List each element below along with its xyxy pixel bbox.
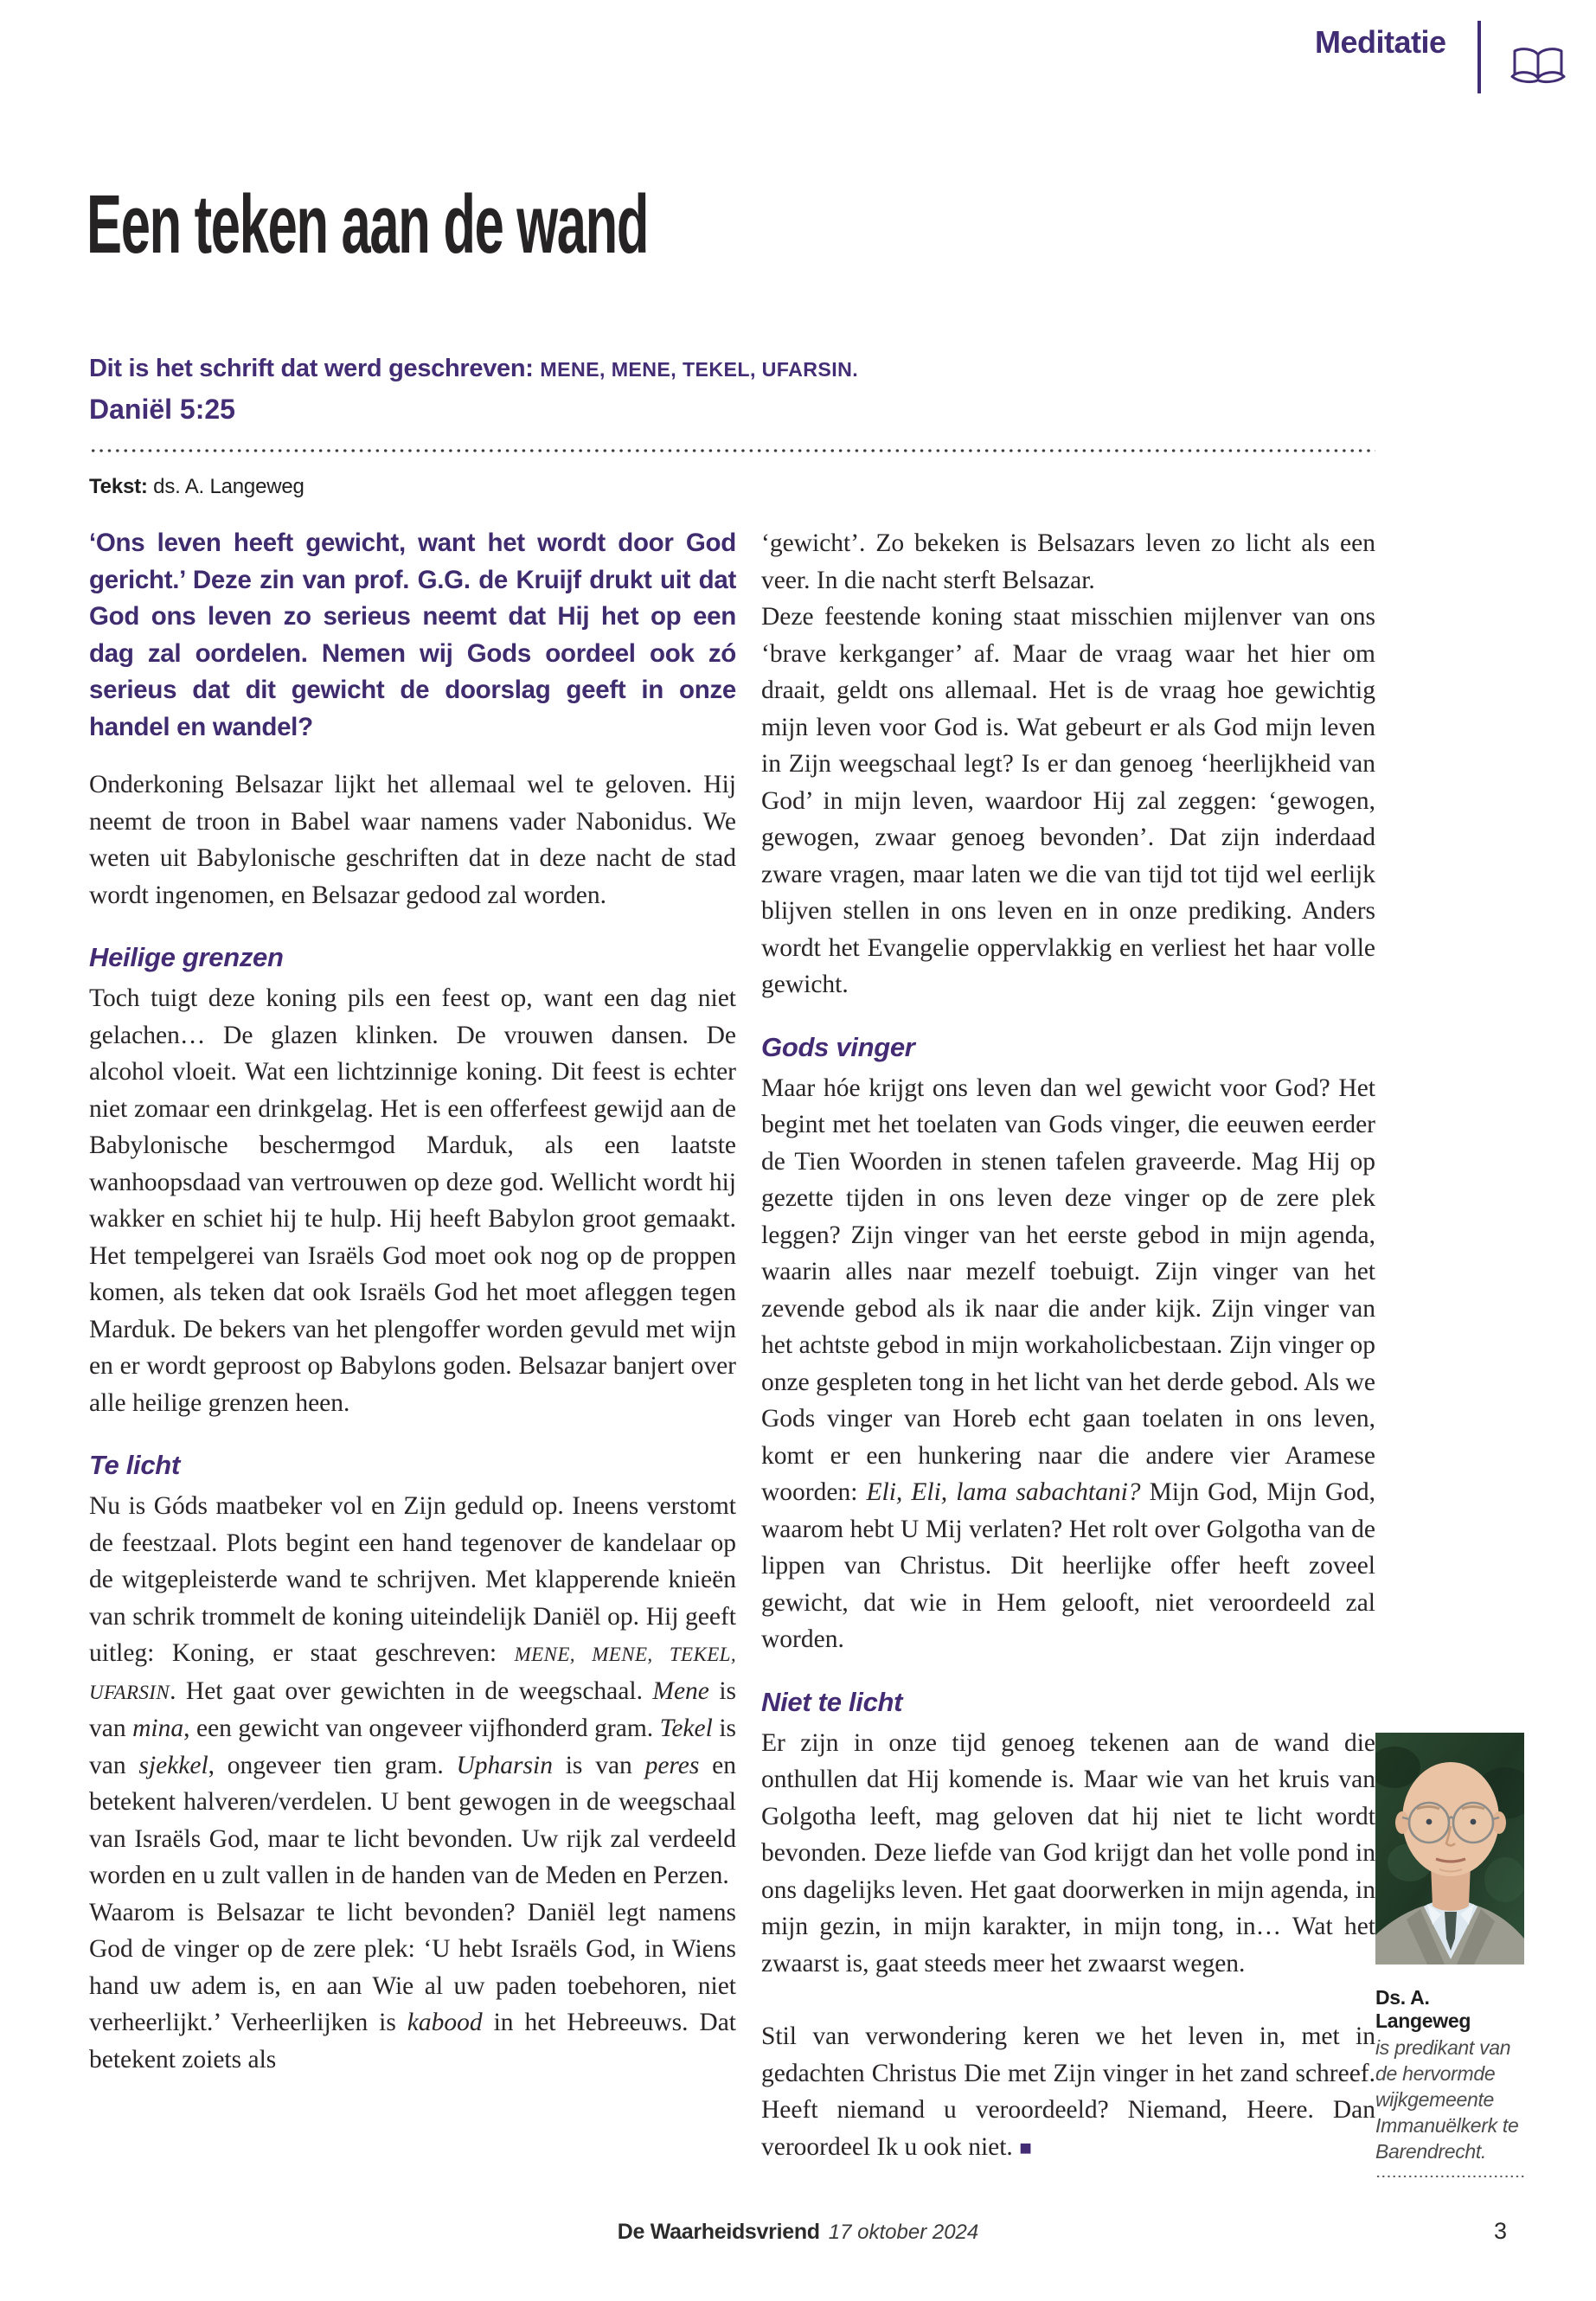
header-divider bbox=[1477, 21, 1481, 93]
body-paragraph: Nu is Góds maatbeker vol en Zijn geduld op. Ineens verstomt de feestzaal. Plots begint een hand tegenover de kandelaar op de witgepleisterde wand te schrijven. Met klapperende knieën van schrik trommelt de koning uiteindelijk Daniël op. Hij geeft uitleg: Koning, er staat geschreven: MENE, MENE, TEKEL, UFARSIN. Het gaat over gewichten in de weegschaal. Mene is van mina, een gewicht van ongeveer vijfhonderd gram. Tekel is van sjekkel, ongeveer tien gram. Upharsin is van peres en betekent halveren/verdelen. U bent gewogen in de weegschaal van Israëls God, maar te licht bevonden. Uw rijk zal verdeeld worden en u zult vallen in de handen van de Meden en Perzen. bbox=[89, 1492, 737, 1890]
verse-reference: Daniël 5:25 bbox=[89, 394, 235, 425]
author-box bbox=[1375, 1733, 1524, 2178]
footer-brand: De Waarheidsvriend bbox=[617, 2220, 820, 2244]
author-dotted-separator bbox=[1375, 2175, 1524, 2178]
section-heading: Niet te licht bbox=[761, 1686, 903, 1717]
author-description: is predikant van de hervormde wijkgemeente Immanuëlkerk te Barendrecht. bbox=[1375, 2036, 1519, 2163]
section-heading: Heilige grenzen bbox=[89, 942, 284, 972]
dotted-separator bbox=[89, 448, 1375, 453]
byline-label: Tekst: bbox=[89, 475, 148, 498]
section-heading: Gods vinger bbox=[761, 1031, 915, 1062]
page-footer bbox=[89, 2220, 1507, 2245]
footer-date: 17 oktober 2024 bbox=[828, 2221, 979, 2244]
body-paragraph: ‘gewicht’. Zo bekeken is Belsazars leven zo licht als een veer. In die nacht sterft Belsazar. bbox=[761, 529, 1375, 594]
body-paragraph: Toch tuigt deze koning pils een feest op, want een dag niet gelachen… De glazen klinken. De vrouwen dansen. De alcohol vloeit. Wat een lichtzinnige koning. Dit feest is echter niet zomaar een drinkgelag. Het is een offerfeest gewijd aan de Babylonische beschermgod Marduk, als een laatste wanhoopsdaad van vertrouwen op deze god. Wellicht wordt hij wakker en schiet hij te hulp. Hij heeft Babylon groot gemaakt. Het tempelgerei van Israëls God moet ook nog op de proppen komen, als teken dat ook Israëls God het moet afleggen tegen Marduk. De bekers van het plengoffer worden gevuld met wijn en er wordt geproost op Babylons goden. Belsazar banjert over alle heilige grenzen heen. bbox=[89, 984, 736, 1417]
article-column-right bbox=[761, 525, 1375, 2167]
byline bbox=[89, 475, 304, 499]
section-heading: Te licht bbox=[89, 1450, 180, 1481]
section-label: Meditatie bbox=[1315, 24, 1446, 60]
body-paragraph: Onderkoning Belsazar lijkt het allemaal wel te geloven. Hij neemt de troon in Babel waar namens vader Nabonidus. We weten uit Babylonische geschriften dat in deze nacht de stad wordt ingenomen, en Belsazar gedood zal worden. bbox=[89, 771, 736, 909]
body-paragraph: Er zijn in onze tijd genoeg tekenen aan de wand die onthullen dat Hij komende is. Maar wie van het kruis van Golgotha leeft, mag geloven dat hij niet te licht wordt bevonden. Deze liefde van God krijgt dan het volle pond in ons dagelijks leven. Het gaat doorwerken in mijn agenda, in mijn gezin, in mijn karakter, in mijn tong, in… Wat het zwaarst is, gaat steeds meer het zwaarst wegen. bbox=[761, 1728, 1375, 1977]
body-paragraph: Waarom is Belsazar te licht bevonden? Daniël legt namens God de vinger op de zere plek: ‘U hebt Israëls God, in Wiens hand uw adem is, en aan Wie al uw paden toebehoren, niet verheerlijkt.’ Verheerlijken is kabood in het Hebreeuws. Dat betekent zoiets als bbox=[89, 1898, 736, 2073]
body-paragraph: Maar hóe krijgt ons leven dan wel gewicht voor God? Het begint met het toelaten van Gods vinger, die eeuwen eerder de Tien Woorden in stenen tafelen graveerde. Mag Hij op gezette tijden in ons leven deze vinger op de zere plek leggen? Zijn vinger van het eerste gebod in mijn agenda, waarin alles naar mezelf toebuigt. Zijn vinger van het zevende gebod als ik naar die ander kijk. Zijn vinger van het achtste gebod in mijn workaholicbestaan. Zijn vinger op onze gespleten tong in het licht van het derde gebod. Als we Gods vinger van Horeb echt gaan toelaten in ons leven, komt er een hunkering naar die andere vier Aramese woorden: Eli, Eli, lama sabachtani? Mijn God, Mijn God, waarom hebt U Mij verlaten? Het rolt over Golgotha van de lippen van Christus. Dit heerlijke offer heeft zoveel gewicht, dat wie in Hem gelooft, niet veroordeeld zal worden. bbox=[761, 1074, 1376, 1654]
body-paragraph: ‘Ons leven heeft gewicht, want het wordt door God gericht.’ Deze zin van prof. G.G. de Kruijf drukt uit dat God ons leven zo serieus neemt dat Hij het op een dag zal oordelen. Nemen wij Gods oordeel ook zó serieus dat dit gewicht de doorslag geeft in onze handel en wandel? bbox=[89, 529, 736, 741]
author-photo bbox=[1375, 1733, 1524, 1965]
open-book-icon bbox=[1510, 45, 1566, 87]
page-number: 3 bbox=[1493, 2218, 1507, 2244]
verse-line: Dit is het schrift dat werd geschreven: MENE, MENE, TEKEL, UFARSIN. bbox=[89, 355, 859, 382]
body-paragraph: Stil van verwondering keren we het leven in, met in gedachten Christus Die met Zijn vinger in het zand schreef. Heeft niemand u veroordeeld? Niemand, Heere. Dan veroordeel Ik u ook niet. ■ bbox=[761, 2022, 1375, 2161]
body-paragraph: Deze feestende koning staat misschien mijlenver van ons ‘brave kerkganger’ af. Maar de vraag waar het hier om draait, geldt ons allemaal. Het is de vraag hoe gewichtig mijn leven voor God is. Wat gebeurt er als God mijn leven in Zijn weegschaal legt? Is er dan genoeg ‘heerlijkheid van God’ in mijn leven, waardoor Hij zal zeggen: ‘gewogen, gewogen, zwaar genoeg bevonden’. Dat zijn inderdaad zware vragen, maar laten we die van tijd tot tijd wel eerlijk blijven stellen in ons leven en in onze prediking. Anders wordt het Evangelie oppervlakkig en verliest het haar volle gewicht. bbox=[761, 603, 1375, 998]
byline-name: ds. A. Langeweg bbox=[147, 475, 304, 498]
article-title: Een teken aan de wand bbox=[87, 178, 649, 271]
article-column-left bbox=[89, 525, 736, 2078]
author-name: Ds. A. Langeweg bbox=[1375, 1986, 1471, 2032]
